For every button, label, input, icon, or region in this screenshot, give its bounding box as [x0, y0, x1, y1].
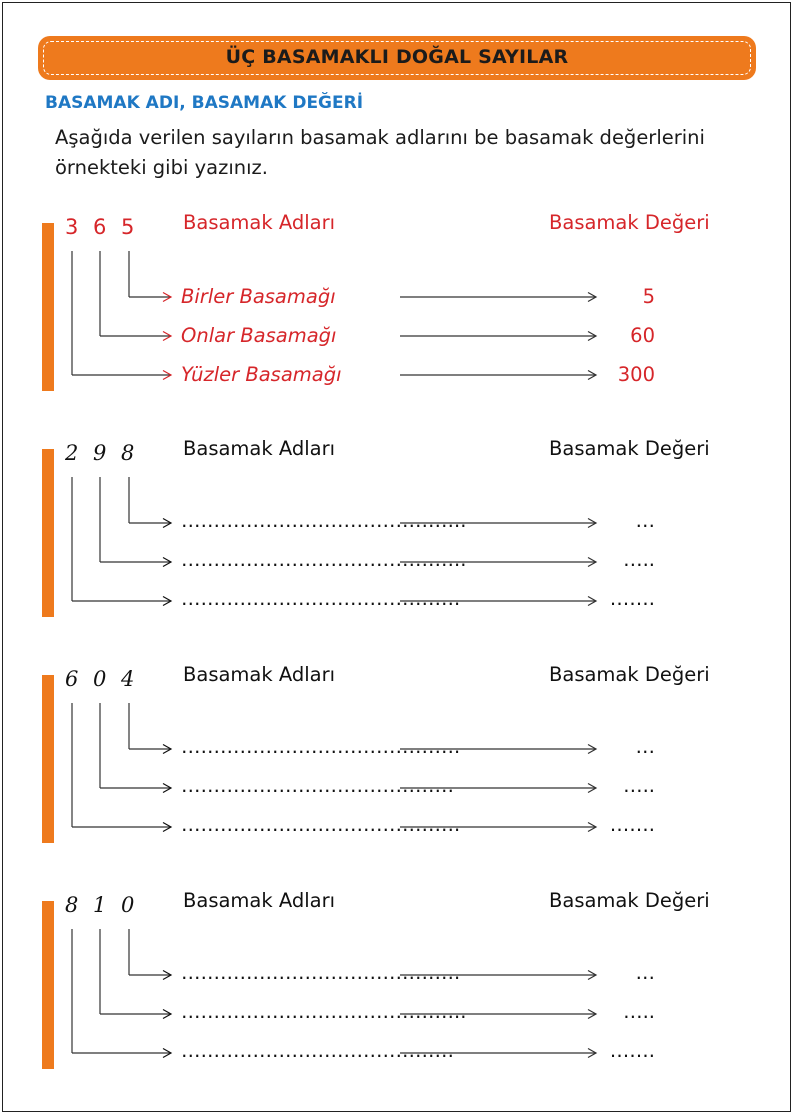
- tens-place-name: Onlar Basamağı: [181, 324, 337, 347]
- page-title: ÜÇ BASAMAKLI DOĞAL SAYILAR: [225, 46, 569, 68]
- exercise-4: [0, 889, 795, 1093]
- section-subheading: BASAMAK ADI, BASAMAK DEĞERİ: [45, 93, 364, 113]
- place-names-heading: Basamak Adları: [183, 889, 336, 912]
- ones-digit: 0: [121, 893, 135, 917]
- tens-place-name-blank[interactable]: ……………………………………..: [181, 548, 467, 571]
- tens-place-value-blank[interactable]: …..: [623, 1000, 655, 1023]
- place-names-heading: Basamak Adları: [183, 211, 336, 234]
- ones-digit: 4: [121, 667, 135, 691]
- tens-place-value: 60: [630, 324, 655, 347]
- tens-digit: 1: [93, 893, 107, 917]
- connector-arrows: [0, 215, 795, 415]
- ones-place-name: Birler Basamağı: [181, 285, 336, 308]
- hundreds-place-name: Yüzler Basamağı: [181, 363, 342, 386]
- ones-place-value-blank[interactable]: …: [635, 509, 655, 532]
- tens-place-value-blank[interactable]: …..: [623, 548, 655, 571]
- instructions-line-1: Aşağıda verilen sayıların basamak adlarını be basamak değerlerini: [55, 126, 705, 149]
- place-names-heading: Basamak Adları: [183, 437, 336, 460]
- hundreds-place-value-blank[interactable]: …….: [609, 587, 655, 610]
- connector-arrows: [0, 441, 795, 641]
- hundreds-digit: 3: [65, 215, 79, 239]
- hundreds-place-value: 300: [617, 363, 655, 386]
- tens-digit: 9: [93, 441, 107, 465]
- tens-digit: 0: [93, 667, 107, 691]
- tens-place-name-blank[interactable]: ……………………………………..: [181, 1000, 467, 1023]
- exercise-3: [0, 663, 795, 867]
- connector-arrows: [0, 893, 795, 1093]
- ones-digit: 8: [121, 441, 135, 465]
- instructions: [55, 123, 745, 183]
- ones-place-value: 5: [642, 285, 655, 308]
- ones-place-value-blank[interactable]: …: [635, 961, 655, 984]
- hundreds-place-name-blank[interactable]: ……………………………………: [181, 1039, 454, 1062]
- hundreds-place-value-blank[interactable]: …….: [609, 813, 655, 836]
- tens-digit: 6: [93, 215, 107, 239]
- exercise-2: [0, 437, 795, 641]
- ones-place-name-blank[interactable]: ……………………………………..: [181, 509, 467, 532]
- hundreds-digit: 2: [65, 441, 79, 465]
- tens-place-name-blank[interactable]: ……………………………………: [181, 774, 454, 797]
- ones-place-value-blank[interactable]: …: [635, 735, 655, 758]
- connector-arrows: [0, 667, 795, 867]
- exercise-example: [0, 211, 795, 415]
- ones-digit: 5: [121, 215, 135, 239]
- hundreds-place-value-blank[interactable]: …….: [609, 1039, 655, 1062]
- place-values-heading: Basamak Değeri: [549, 663, 710, 686]
- place-values-heading: Basamak Değeri: [549, 889, 710, 912]
- place-names-heading: Basamak Adları: [183, 663, 336, 686]
- hundreds-digit: 6: [65, 667, 79, 691]
- hundreds-place-name-blank[interactable]: …………………………………….: [181, 587, 461, 610]
- title-banner: [38, 36, 756, 80]
- instructions-line-2: örnekteki gibi yazınız.: [55, 156, 268, 179]
- tens-place-value-blank[interactable]: …..: [623, 774, 655, 797]
- ones-place-name-blank[interactable]: …………………………………….: [181, 961, 461, 984]
- hundreds-place-name-blank[interactable]: …………………………………….: [181, 813, 461, 836]
- ones-place-name-blank[interactable]: …………………………………….: [181, 735, 461, 758]
- hundreds-digit: 8: [65, 893, 79, 917]
- place-values-heading: Basamak Değeri: [549, 437, 710, 460]
- place-values-heading: Basamak Değeri: [549, 211, 710, 234]
